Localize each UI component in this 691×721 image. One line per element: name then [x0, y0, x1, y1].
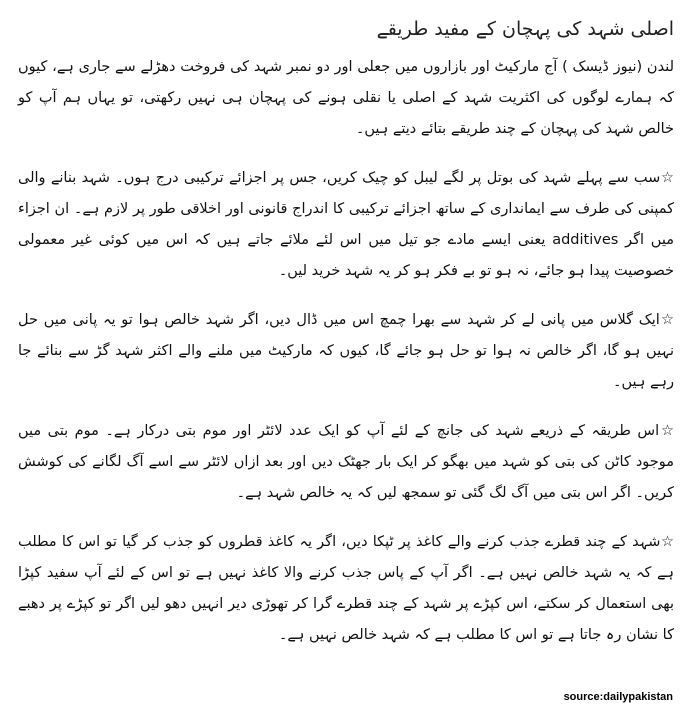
tip-water-glass-paragraph: ☆ایک گلاس میں پانی لے کر شہد سے بھرا چمچ اس میں ڈال دیں، اگر شہد خالص ہوا تو یہ پانی میں حل نہیں ہو گا، اگر خالص نہ ہوا تو حل ہو جائے گا، کیوں کہ مارکیٹ میں ملنے والے اکثر شہد گڑ سے بنائے جا رہے ہیں۔ [18, 312, 674, 390]
article-title: اصلی شہد کی پہچان کے مفید طریقے [376, 18, 674, 40]
article [18, 14, 674, 669]
tip-blotting-paper-paragraph: ☆شہد کے چند قطرے جذب کرنے والے کاغذ پر ٹپکا دیں، اگر یہ کاغذ قطروں کو جذب کر گیا تو اس کا مطلب ہے کہ یہ شہد خالص نہیں ہے۔ اگر آپ کے پاس جذب کرنے والا کاغذ نہیں ہے تو اس کے لئے آپ سفید کپڑا بھی استعمال کر سکتے، اس کپڑے پر شہد کے چند قطرے گرا کر تھوڑی دیر انہیں دھو لیں اگر تو کپڑے پر دھبے کا نشان رہ جاتا ہے تو اس کا مطلب ہے کہ شہد خالص نہیں ہے۔ [18, 534, 674, 643]
tip-candle-wick-paragraph: ☆اس طریقہ کے ذریعے شہد کی جانچ کے لئے آپ کو ایک عدد لائٹر اور موم بتی درکار ہے۔ موم بتی میں موجود کاٹن کی بتی کو شہد میں بھگو کر ایک بار جھٹک دیں اور بعد ازاں لائٹر سے اسے آگ لگانے کی کوشش کریں۔ اگر اس بتی میں آگ لگ گئی تو سمجھ لیں کہ یہ خالص شہد ہے۔ [18, 423, 674, 501]
intro-paragraph: لندن (نیوز ڈیسک ) آج مارکیٹ اور بازاروں میں جعلی اور دو نمبر شہد کی فروخت دھڑلے سے جاری ہے، کیوں کہ ہمارے لوگوں کی اکثریت شہد کے اصلی یا نقلی ہونے کی پہچان ہی نہیں رکھتی، تو یہاں ہم آپ کو خالص شہد کی پہچان کے چند طریقے بتائے دیتے ہیں۔ [18, 59, 674, 137]
source-credit: source:dailypakistan [563, 691, 673, 703]
tip-label-check-paragraph: ☆سب سے پہلے شہد کی بوتل پر لگے لیبل کو چیک کریں، جس پر اجزائے ترکیبی درج ہوں۔ شہد بنانے والی کمپنی کی طرف سے ایمانداری کے ساتھ اجزائے ترکیبی کا اندراج قانونی اور اخلاقی طور پر لازم ہے۔ ان اجزاء میں اگر additives یعنی ایسے مادے جو تیل میں اس لئے ملائے جاتے ہیں کہ اس میں کوئی غیر معمولی خصوصیت پیدا ہو جائے، نہ ہو تو بے فکر ہو کر یہ شہد خرید لیں۔ [18, 170, 674, 279]
